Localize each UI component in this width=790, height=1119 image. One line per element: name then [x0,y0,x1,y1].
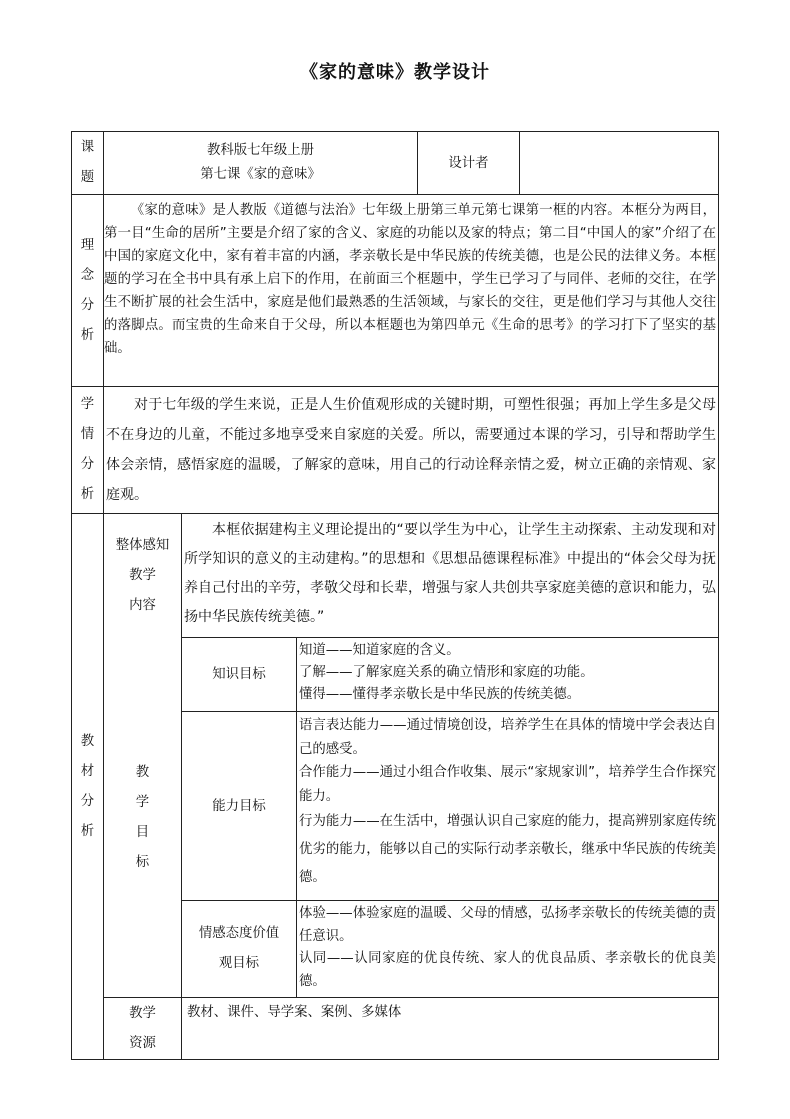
concept-label: 理 念 分 析 [80,237,95,343]
topic-line-1: 教科版七年级上册 [206,143,315,158]
emotion-goal-text: 体验——体验家庭的温暖、父母的情感，弘扬孝亲敬长的传统美德的责任意识。 认同——认同家庭的优良传统、家人的优良品质、孝亲敬长的优良美德。 [299,906,716,989]
resources-label: 教学 资源 [129,1005,156,1051]
ability-goal-label: 能力目标 [212,798,266,814]
designer-label: 设计者 [448,155,489,171]
goals-label: 教 学 目 标 [135,764,150,870]
topic-content [104,132,417,194]
document-title: 《家的意味》教学设计 [300,62,490,83]
students-label: 学 情 分 析 [80,397,95,502]
overall-label: 整体感知 教学 内容 [115,537,170,613]
emotion-goal-label: 情感态度价值 观目标 [198,926,280,971]
knowledge-goal-text: 知道——知道家庭的含义。 了解——了解家庭关系的确立情形和家庭的功能。 懂得——懂得孝亲敬长是中华民族的传统美德。 [299,643,594,702]
material-label: 教 材 分 析 [80,733,95,839]
overall-text: 本框依据建构主义理论提出的“要以学生为中心，让学生主动探索、主动发现和对所学知识的意义的主动建构。”的思想和《思想品德课程标准》中提出的“体会父母为抚养自己付出的辛劳，孝敬父母和长辈，增强与家人共创共享家庭美德的意识和能力，弘扬中华民族传统美德。” [184,522,716,625]
ability-goal-text: 语言表达能力——通过情境创设，培养学生在具体的情境中学会表达自己的感受。 合作能力——通过小组合作收集、展示“家规家训”，培养学生合作探究能力。 行为能力——在生活中，增强认识自己家庭的能力，提高辨别家庭传统优劣的能力，能够以自己的实际行动孝亲敬长，继承中华民族的传统美德。 [299,718,716,885]
students-text: 对于七年级的学生来说，正是人生价值观形成的关键时期，可塑性很强；再加上学生多是父母不在身边的儿童，不能过多地享受来自家庭的关爱。所以，需要通过本课的学习，引导和帮助学生体会亲情，感悟家庭的温暖，了解家的意味，用自己的行动诠释亲情之爱，树立正确的亲情观、家庭观。 [106,397,716,503]
topic-line-2: 第七课《家的意味》 [200,167,321,182]
concept-text: 《家的意味》是人教版《道德与法治》七年级上册第三单元第七课第一框的内容。本框分为两目，第一目“生命的居所”主要是介绍了家的含义、家庭的功能以及家的特点；第二目“中国人的家”介绍了在中国的家庭文化中，家有着丰富的内涵，孝亲敬长是中华民族的传统美德，也是公民的法律义务。本框题的学习在全书中具有承上启下的作用，在前面三个框题中，学生已学习了与同伴、老师的交往，在学生不断扩展的社会生活中，家庭是他们最熟悉的生活领域，与家长的交往，更是他们学习与其他人交往的落脚点。而宝贵的生命来自于父母，所以本框题也为第四单元《生命的思考》的学习打下了坚实的基础。 [104,203,716,356]
resources-text: 教材、课件、导学案、案例、多媒体 [187,1005,402,1020]
topic-label: 课 题 [80,140,95,185]
knowledge-goal-label: 知识目标 [212,667,266,682]
designer-value [520,132,718,194]
